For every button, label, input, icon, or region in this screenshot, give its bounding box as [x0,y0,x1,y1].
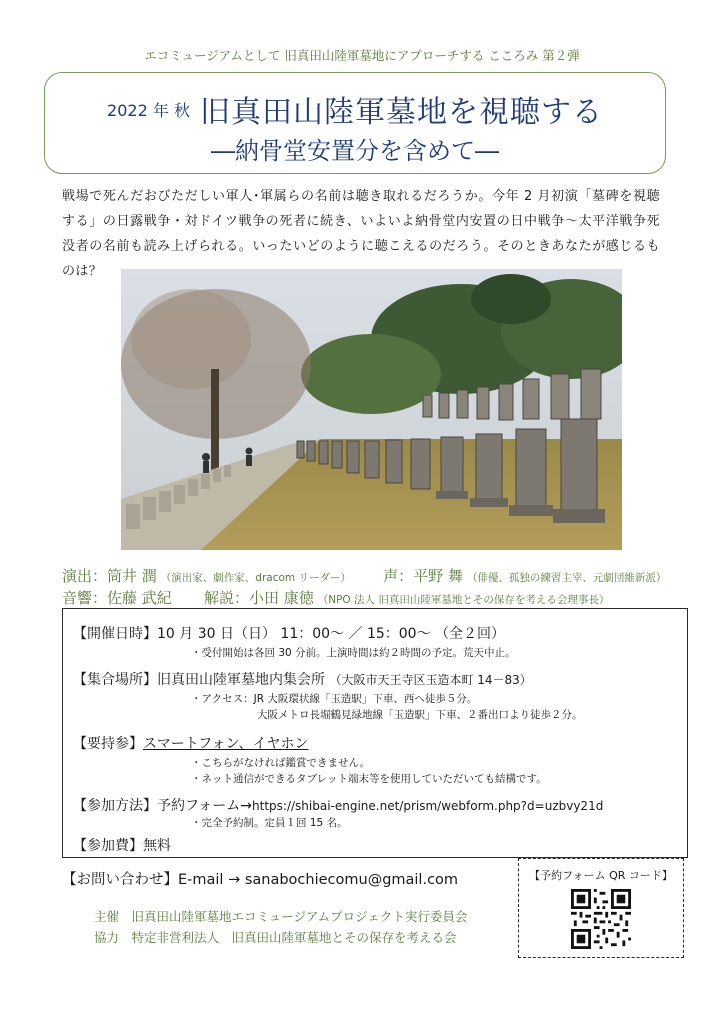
access-line-1: ・アクセス：JR 大阪環状線「玉造駅」下車、西へ徒歩５分。 [191,693,478,705]
title-year: 2022 年 秋 [107,101,190,120]
fee-label: 【参加費】 [73,838,143,854]
reservation-form-link[interactable]: https://shibai-engine.net/prism/webform.php?d=uzbvy21d [252,799,604,813]
date-label: 【開催日時】 [73,626,157,642]
method-row [73,795,603,815]
qr-code-icon[interactable] [571,889,631,949]
fee-row [73,835,171,855]
series-line: エコミュージアムとして 旧真田山陸軍墓地にアプローチする こころみ 第２弾 [144,48,580,63]
credits [62,565,702,609]
date-value: 10 月 30 日（日） 11：00～ ／ 15：00～ （全２回） [157,626,506,642]
credit-row-2 [62,587,702,609]
director-note: （演出家、劇作家、dracom リーダー） [160,572,351,584]
organizers [94,906,467,948]
credit-row-1 [62,565,702,587]
bring-note-2: ・ネット通信ができるタブレット端末等を使用していただいても結構です。 [191,773,547,785]
director-name: 演出：筒井 潤 [62,567,157,585]
method-label: 【参加方法】 [73,798,157,814]
fee-value: 無料 [143,838,171,854]
sound-name: 音響：佐藤 武紀 [62,589,172,607]
cooperation-line: 協力 特定非営利法人 旧真田山陸軍墓地とその保存を考える会 [94,930,457,945]
bring-note-1: ・こちらがなければ鑑賞できません。 [191,757,371,769]
place-row [73,669,532,689]
qr-box [518,858,684,958]
access-line-2: 大阪メトロ長堀鶴見緑地線「玉造駅」下車、２番出口より徒歩２分。 [257,709,583,721]
contact-email[interactable]: E-mail → sanabochiecomu@gmail.com [178,872,459,888]
voice-name: 声：平野 舞 [383,567,463,585]
date-note: ・受付開始は各回 30 分前。上演時間は約２時間の予定。荒天中止。 [191,647,516,659]
bring-value: スマートフォン、イヤホン [143,736,309,752]
page-subtitle: ―納骨堂安置分を含めて― [211,137,499,165]
bring-label: 【要持参】 [73,736,143,752]
commentary-note: （NPO 法人 旧真田山陸軍墓地とその保存を考える会理事長） [317,594,610,606]
page-title: 旧真田山陸軍墓地を視聴する [199,95,603,130]
intro-paragraph: 戦場で死んだおびただしい軍人･軍属らの名前は聴き取れるだろうか。今年 2 月初演「墓碑を視聴する」の日露戦争・対ドイツ戦争の死者に続き、いよいよ納骨堂内安置の日中戦争～太平洋戦争死没者の名前も読み上げられる。いったいどのように聴こえるのだろう。そのときあなたが感じるものは？ [62,189,660,279]
title-box [44,72,666,174]
place-label: 【集合場所】 [73,672,157,688]
method-value: 予約フォーム→ [157,798,253,814]
method-note: ・完全予約制。定員１回 15 名。 [191,817,348,829]
contact-label: 【お問い合わせ】 [62,872,178,888]
host-line: 主催 旧真田山陸軍墓地エコミュージアムプロジェクト実行委員会 [94,909,468,924]
date-row [73,623,505,643]
bring-row [73,733,308,753]
voice-note: （俳優、孤独の練習主宰、元劇団維新派） [466,572,667,584]
event-info-box [62,608,688,858]
qr-label: 【予約フォーム QR コード】 [529,869,673,882]
commentary-name: 解説：小田 康徳 [203,589,314,607]
place-address: （大阪市天王寺区玉造本町 14－83） [329,673,532,687]
cemetery-photo [121,269,622,550]
place-value: 旧真田山陸軍墓地内集会所 [157,672,325,688]
title-line [45,87,665,131]
contact-line [62,868,458,889]
